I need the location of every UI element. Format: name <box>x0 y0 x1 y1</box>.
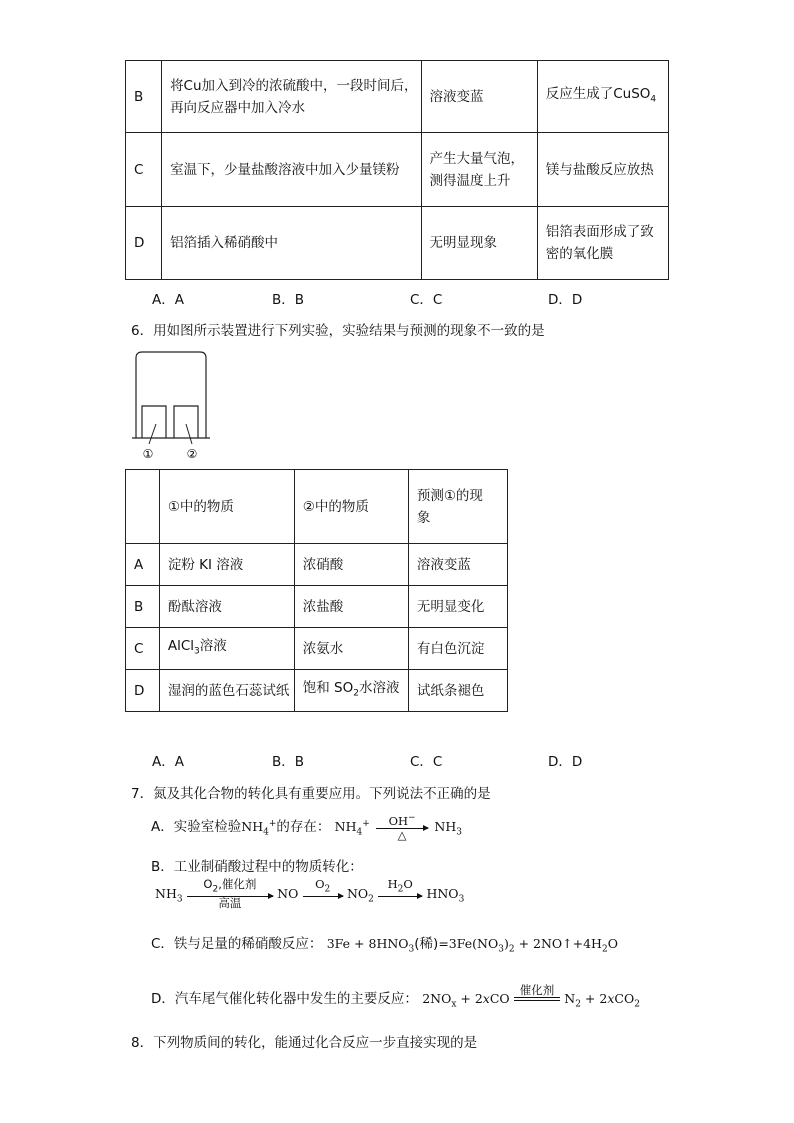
conclusion-line: 铝箔表面形成了致 <box>545 224 654 240</box>
row-label: D <box>126 207 162 280</box>
substance-2-cell <box>294 670 408 712</box>
substance-1-cell: 湿润的蓝色石蕊试纸 <box>159 670 294 712</box>
q8-stem: 8．下列物质间的转化，能通过化合反应一步直接实现的是 <box>131 1035 478 1051</box>
formula-text: 饱和 SO <box>302 679 354 696</box>
label-1: ① <box>142 447 154 461</box>
substance-2-cell: 浓硝酸 <box>294 544 408 586</box>
operation-line: 再向反应器中加入冷水 <box>170 99 306 116</box>
formula-text: AlCl <box>167 637 194 654</box>
dilute-label: (稀) <box>414 936 439 952</box>
phenomenon-cell <box>421 133 537 207</box>
experiment-table-q6 <box>125 469 508 712</box>
q6-stem: 6．用如图所示装置进行下列实验，实验结果与预测的现象不一致的是 <box>131 323 545 339</box>
equation-part: + 2NO↑+4H <box>518 936 602 951</box>
q7-stem: 7．氮及其化合物的转化具有重要应用。下列说法不正确的是 <box>131 786 491 802</box>
prediction-cell: 有白色沉淀 <box>408 628 507 670</box>
option-b[interactable]: B．B <box>272 292 305 308</box>
row-label: D <box>126 670 160 712</box>
option-d[interactable]: D．D <box>548 754 583 770</box>
substance-1-cell <box>159 628 294 670</box>
equals-sign <box>514 984 560 1014</box>
table-row <box>126 207 669 280</box>
row-label: A <box>126 544 160 586</box>
apparatus-diagram <box>128 348 218 463</box>
arrow-condition: OH <box>388 813 409 828</box>
option-a[interactable]: A．A <box>152 292 184 308</box>
substance-2-cell: 浓氨水 <box>294 628 408 670</box>
conclusion-cell <box>537 207 668 280</box>
substance-1-cell: 酚酞溶液 <box>159 586 294 628</box>
row-label: C <box>126 628 160 670</box>
arrow-condition-sub: 2 <box>212 884 219 895</box>
table-row <box>126 61 669 133</box>
arrow-condition: 高温 <box>218 896 242 911</box>
formula-text: 水溶液 <box>358 679 400 696</box>
option-text: A．实验室检验 <box>151 818 242 835</box>
table-row <box>126 670 508 712</box>
arrow-condition-heat: △ <box>397 827 407 842</box>
q7-option-c[interactable]: C．铁与足量的稀硝酸反应： $3Fe + 8HNO_3$(稀)$=3Fe(NO_3)_2$ + $2NO↑+4H_2O$ <box>151 936 618 955</box>
option-text: 的存在： <box>276 818 331 835</box>
q7-option-a[interactable]: A．实验室检验$NH_4^+$的存在： $NH_4^+$ OH− △ $NH_3$ <box>151 813 462 842</box>
phenomenon-line: 产生大量气泡， <box>429 150 525 167</box>
row-label: B <box>126 586 160 628</box>
formula-text: 溶液 <box>199 637 227 654</box>
table-row <box>126 544 508 586</box>
reaction-arrow: $H_2O$ <box>378 878 422 910</box>
operation-cell: 室温下，少量盐酸溶液中加入少量镁粉 <box>162 133 421 207</box>
substance-1-cell: 淀粉 KI 溶液 <box>159 544 294 586</box>
label-2: ② <box>186 447 198 461</box>
table-header-row <box>126 470 508 544</box>
substance-2-cell: 浓盐酸 <box>294 586 408 628</box>
option-text: C．铁与足量的稀硝酸反应： <box>151 936 323 952</box>
operation-cell <box>162 61 421 133</box>
option-b[interactable]: B．B <box>272 754 305 770</box>
conclusion-cell: 反应生成了CuSO$_4$ <box>537 61 668 133</box>
formula-subscript: 2 <box>353 688 359 699</box>
option-text: D．汽车尾气催化转化器中发生的主要反应： <box>151 991 418 1007</box>
q7-option-b[interactable]: B．工业制硝酸过程中的物质转化： <box>151 859 363 875</box>
operation-cell: 铝箔插入稀硝酸中 <box>162 207 421 280</box>
phenomenon-line: 测得温度上升 <box>429 172 511 189</box>
prediction-cell: 无明显变化 <box>408 586 507 628</box>
row-label: B <box>126 61 162 133</box>
header-col2: ②中的物质 <box>294 470 408 544</box>
conclusion-cell: 镁与盐酸反应放热 <box>537 133 668 207</box>
equation-part: O <box>607 936 618 951</box>
arrow-condition: ,催化剂 <box>218 877 257 891</box>
beaker-1 <box>142 406 166 438</box>
header-col3 <box>408 470 507 544</box>
reaction-arrow: $O_2$ <box>303 878 343 910</box>
operation-line: 将Cu加入到冷的浓硫酸中，一段时间后， <box>170 77 418 94</box>
bell-jar <box>136 352 206 438</box>
q7-b-equation: $NH_3$ $O_2$,催化剂 高温 NO $O_2$ $NO_2$ $H_2O$ $HNO_3$ <box>155 877 465 911</box>
conclusion-text: 反应生成了CuSO <box>545 85 651 102</box>
equation-part: 3Fe + 8HNO <box>326 936 409 951</box>
prediction-cell: 溶液变蓝 <box>408 544 507 586</box>
option-c[interactable]: C．C <box>410 292 443 308</box>
option-c[interactable]: C．C <box>410 754 443 770</box>
phenomenon-cell: 无明显现象 <box>421 207 537 280</box>
equation-part: =3Fe(NO <box>438 936 499 951</box>
header-col3-line: 象 <box>416 509 431 526</box>
formula-subscript: 3 <box>194 646 200 657</box>
table-row <box>126 586 508 628</box>
phenomenon-cell: 溶液变蓝 <box>421 61 537 133</box>
table-row <box>126 133 669 207</box>
header-empty <box>126 470 160 544</box>
header-col3-line: 预测①的现 <box>416 487 483 504</box>
reaction-arrow <box>187 878 273 910</box>
table-row <box>126 628 508 670</box>
arrow-condition: O <box>203 877 213 891</box>
q7-option-d[interactable]: D．汽车尾气催化转化器中发生的主要反应： $2NO_x + 2xCO$ 催化剂 $N_2 + 2xCO_2$ <box>151 984 640 1014</box>
pointer-line-1 <box>149 424 156 444</box>
beaker-2 <box>174 406 198 438</box>
conclusion-line: 密的氧化膜 <box>545 246 614 262</box>
reaction-arrow: OH− △ <box>376 812 428 842</box>
option-d[interactable]: D．D <box>548 292 583 308</box>
arrow-condition: 催化剂 <box>519 983 555 997</box>
header-col1: ①中的物质 <box>159 470 294 544</box>
option-a[interactable]: A．A <box>152 754 184 770</box>
pointer-line-2 <box>186 424 192 444</box>
experiment-table-q5 <box>125 60 669 280</box>
prediction-cell: 试纸条褪色 <box>408 670 507 712</box>
row-label: C <box>126 133 162 207</box>
